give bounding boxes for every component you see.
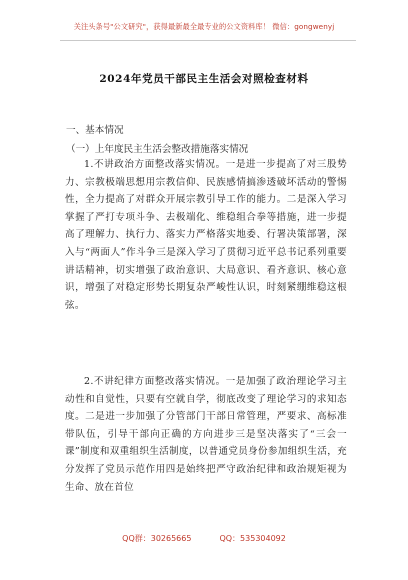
section-heading-basic-info: 一、基本情况 xyxy=(66,125,124,136)
page-header-banner: 关注头条号"公文研究"，获得最新最全最专业的公文资料库！ 微信：gongwenyj xyxy=(73,22,335,31)
footer-qq-number: QQ：535304092 xyxy=(219,534,286,543)
paragraph-discipline-rectification: 2.不讲纪律方面整改落实情况。一是加强了政治理论学习主动性和自觉性，只要有空就自学，彻底改变了理论学习的求知态度。二是进一步加强了分管部门干部日常管理，严要求、高标准带队伍，引导干部向正确的方向进步三是坚决落实了“三会一课”制度和双重组织生活制度，以普通党员身份参加组织生活，充分发挥了党员示范作用四是始终把严守政治纪律和政治规矩视为生命、放在首位 xyxy=(65,376,347,493)
header-divider xyxy=(60,40,356,41)
page-footer xyxy=(0,533,408,544)
footer-qq-group: QQ群：30265665 xyxy=(122,534,192,543)
document-title: 2024年党员干部民主生活会对照检查材料 xyxy=(99,73,309,85)
subsection-heading-rectification: （一）上年度民主生活会整改措施落实情况 xyxy=(66,144,249,155)
paragraph-politics-rectification: 1.不讲政治方面整改落实情况。一是进一步提高了对三股势力、宗教极端思想用宗教信仰、民族感情搞渗透破坏活动的警惕性，全力提高了对群众开展宗教引导工作的能力。二是深入学习掌握了严打专项斗争、去极端化、维稳组合拳等措施，进一步提高了理解力、执行力、落实力严格落实地委、行署决策部署，深入与“两面人”作斗争三是深入学习了贯彻习近平总书记系列重要讲话精神，切实增强了政治意识、大局意识、看齐意识、核心意识，增强了对稳定形势长期复杂严峻性认识，时刻紧绷维稳这根弦。 xyxy=(65,159,347,311)
